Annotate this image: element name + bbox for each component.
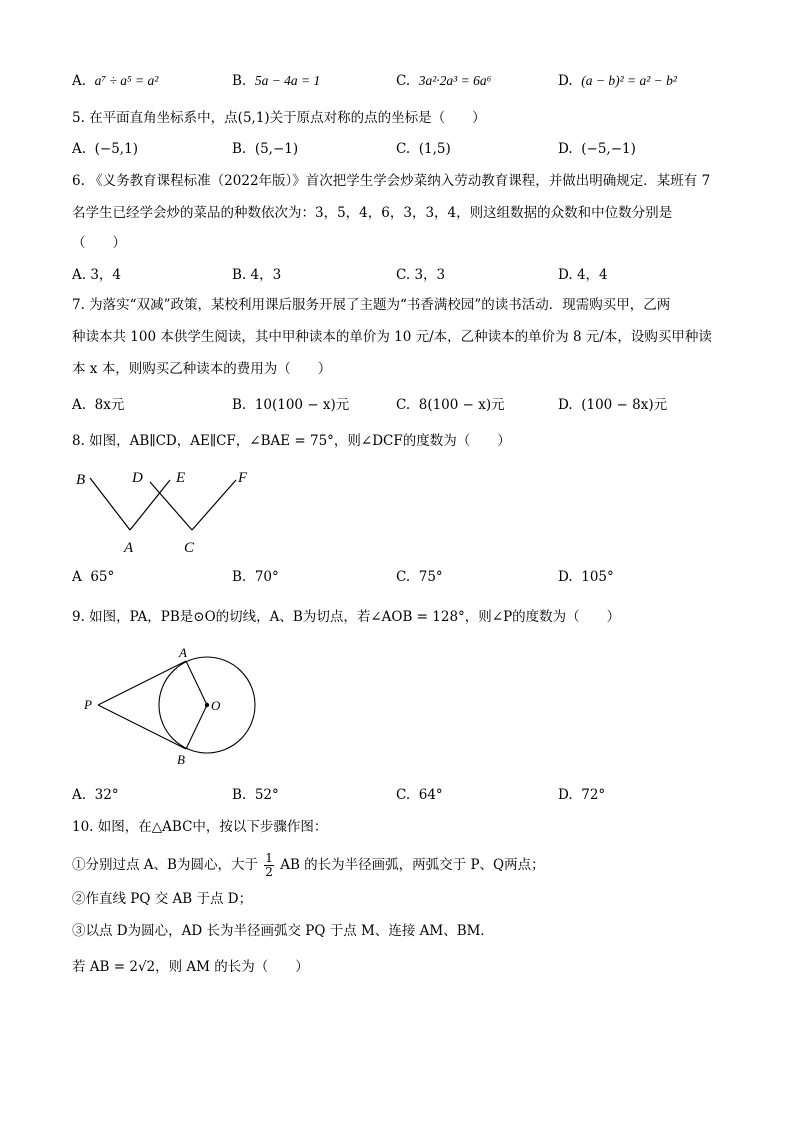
q9-option-d	[558, 786, 605, 804]
fraction-numerator: 1	[265, 851, 273, 865]
q10-stem: 10. 如图，在△ABC中，按以下步骤作图：	[72, 819, 328, 835]
q6-stem-line1: 6. 《义务教育课程标准（2022年版）》首次把学生学会炒菜纳入劳动教育课程，并做出明确规定．某班有 7	[72, 173, 711, 189]
option-text: 10(100 − x)元	[254, 397, 350, 413]
q4-option-d	[558, 72, 677, 90]
option-label: B.	[232, 141, 247, 157]
tangent-pb	[98, 705, 186, 749]
option-label: D.	[558, 569, 573, 585]
label-o: O	[211, 698, 221, 713]
label-c: C	[184, 540, 195, 556]
step1-pre: ①分别过点 A、B为圆心，大于	[72, 857, 258, 873]
label-f: F	[238, 470, 248, 486]
option-text: 3，4	[90, 267, 122, 283]
q10-step1	[72, 852, 545, 879]
label-b: B	[76, 472, 86, 488]
label-p: P	[84, 697, 92, 712]
q4-option-b	[232, 72, 320, 90]
option-text: 65°	[90, 569, 115, 585]
segment-cf	[192, 480, 236, 530]
option-text: (a − b)² = a² − b²	[581, 73, 677, 88]
q7-stem-line2: 种读本共 100 本供学生阅读，其中甲种读本的单价为 10 元/本，乙种读本的单价为 8 元/本，设购买甲种读	[72, 329, 712, 345]
option-text: 32°	[94, 787, 119, 803]
option-label: A.	[72, 73, 87, 89]
option-text: 5a − 4a = 1	[254, 73, 321, 88]
option-label: B.	[232, 569, 247, 585]
q9-figure	[80, 642, 270, 772]
q6-option-c	[396, 266, 445, 284]
q6-option-b	[232, 266, 281, 284]
option-label: D.	[558, 73, 573, 89]
q8-option-c	[396, 568, 443, 586]
option-label: B.	[232, 397, 247, 413]
option-label: A	[72, 569, 82, 585]
q10-step2: ②作直线 PQ 交 AB 于点 D；	[72, 891, 253, 907]
option-text: 52°	[254, 787, 279, 803]
q7-stem-line1: 7. 为落实“双减”政策，某校利用课后服务开展了主题为“书香满校园”的读书活动．现需购买甲，乙两	[72, 297, 671, 313]
option-text: 70°	[254, 569, 279, 585]
option-text: 3，3	[414, 267, 446, 283]
q5-stem: 5. 在平面直角坐标系中，点(5,1)关于原点对称的点的坐标是（ ）	[72, 110, 486, 126]
label-b: B	[177, 752, 185, 767]
q4-option-c	[396, 72, 491, 90]
option-label: C.	[396, 569, 411, 585]
q9-option-a	[72, 786, 119, 804]
option-text: a⁷ ÷ a⁵ = a²	[94, 73, 159, 88]
option-text: 64°	[418, 787, 443, 803]
option-label: D.	[558, 141, 573, 157]
option-text: (1,5)	[418, 141, 451, 157]
fraction-one-half	[264, 852, 274, 879]
q8-stem: 8. 如图，AB∥CD，AE∥CF，∠BAE = 75°，则∠DCF的度数为（ ）	[72, 433, 511, 449]
option-text: (−5,−1)	[581, 141, 636, 157]
q9-option-c	[396, 786, 443, 804]
q9-option-b	[232, 786, 279, 804]
option-label: C.	[396, 787, 411, 803]
label-a: A	[124, 540, 134, 556]
step1-post: AB 的长为半径画弧，两弧交于 P、Q两点；	[280, 857, 545, 873]
q10-step3: ③以点 D为圆心，AD 长为半径画弧交 PQ 于点 M、连接 AM、BM．	[72, 923, 494, 939]
q6-stem-line2: 名学生已经学会炒的菜品的种数依次为：3，5，4，6，3，3，4，则这组数据的众数和中位数分别是	[72, 205, 673, 221]
segment-dc	[150, 482, 192, 530]
q8-option-b	[232, 568, 279, 586]
segment-ba	[90, 478, 130, 530]
q7-option-a	[72, 396, 124, 414]
option-label: C.	[396, 267, 411, 283]
segment-ae	[130, 480, 170, 530]
option-text: 8x元	[94, 397, 125, 413]
option-text: (100 − 8x)元	[581, 397, 668, 413]
option-label: A.	[72, 267, 87, 283]
q8-option-d	[558, 568, 614, 586]
q5-option-b	[232, 140, 298, 158]
center-point	[205, 703, 209, 707]
q8-option-a	[72, 568, 114, 586]
label-a: A	[179, 645, 187, 660]
option-text: 3a²·2a³ = 6a⁶	[418, 73, 492, 88]
option-label: A.	[72, 787, 87, 803]
q7-stem-line3: 本 x 本，则购买乙种读本的费用为（ ）	[72, 361, 332, 377]
option-label: B.	[232, 267, 247, 283]
tangent-pa	[98, 661, 186, 705]
q9-stem: 9. 如图，PA，PB是⊙O的切线，A、B为切点，若∠AOB = 128°，则∠P的度数为（ ）	[72, 609, 621, 625]
option-label: A.	[72, 397, 87, 413]
q10-ask: 若 AB = 2√2，则 AM 的长为（ ）	[72, 959, 309, 975]
fraction-denominator: 2	[265, 865, 273, 879]
radius-oa	[186, 661, 207, 705]
option-text: 105°	[581, 569, 614, 585]
option-text: (−5,1)	[94, 141, 138, 157]
option-label: B.	[232, 73, 247, 89]
q6-option-a	[72, 266, 121, 284]
q8-figure	[72, 462, 262, 558]
option-label: D.	[558, 397, 573, 413]
option-label: A.	[72, 141, 87, 157]
q5-option-a	[72, 140, 138, 158]
option-text: 75°	[418, 569, 443, 585]
option-text: 8(100 − x)元	[418, 397, 505, 413]
option-text: (5,−1)	[254, 141, 299, 157]
q5-option-c	[396, 140, 451, 158]
option-label: C.	[396, 73, 411, 89]
q6-option-d	[558, 266, 608, 284]
q4-option-a	[72, 72, 158, 90]
option-text: 72°	[581, 787, 606, 803]
label-d: D	[132, 470, 143, 486]
q7-option-d	[558, 396, 667, 414]
radius-ob	[186, 705, 207, 749]
option-text: 4，4	[576, 267, 608, 283]
label-e: E	[176, 470, 186, 486]
option-label: C.	[396, 141, 411, 157]
option-text: 4，3	[250, 267, 282, 283]
option-label: C.	[396, 397, 411, 413]
q5-option-d	[558, 140, 636, 158]
option-label: B.	[232, 787, 247, 803]
option-label: D.	[558, 787, 573, 803]
option-label: D.	[558, 267, 573, 283]
q6-stem-line3: （ ）	[72, 235, 126, 251]
q7-option-b	[232, 396, 349, 414]
q7-option-c	[396, 396, 505, 414]
